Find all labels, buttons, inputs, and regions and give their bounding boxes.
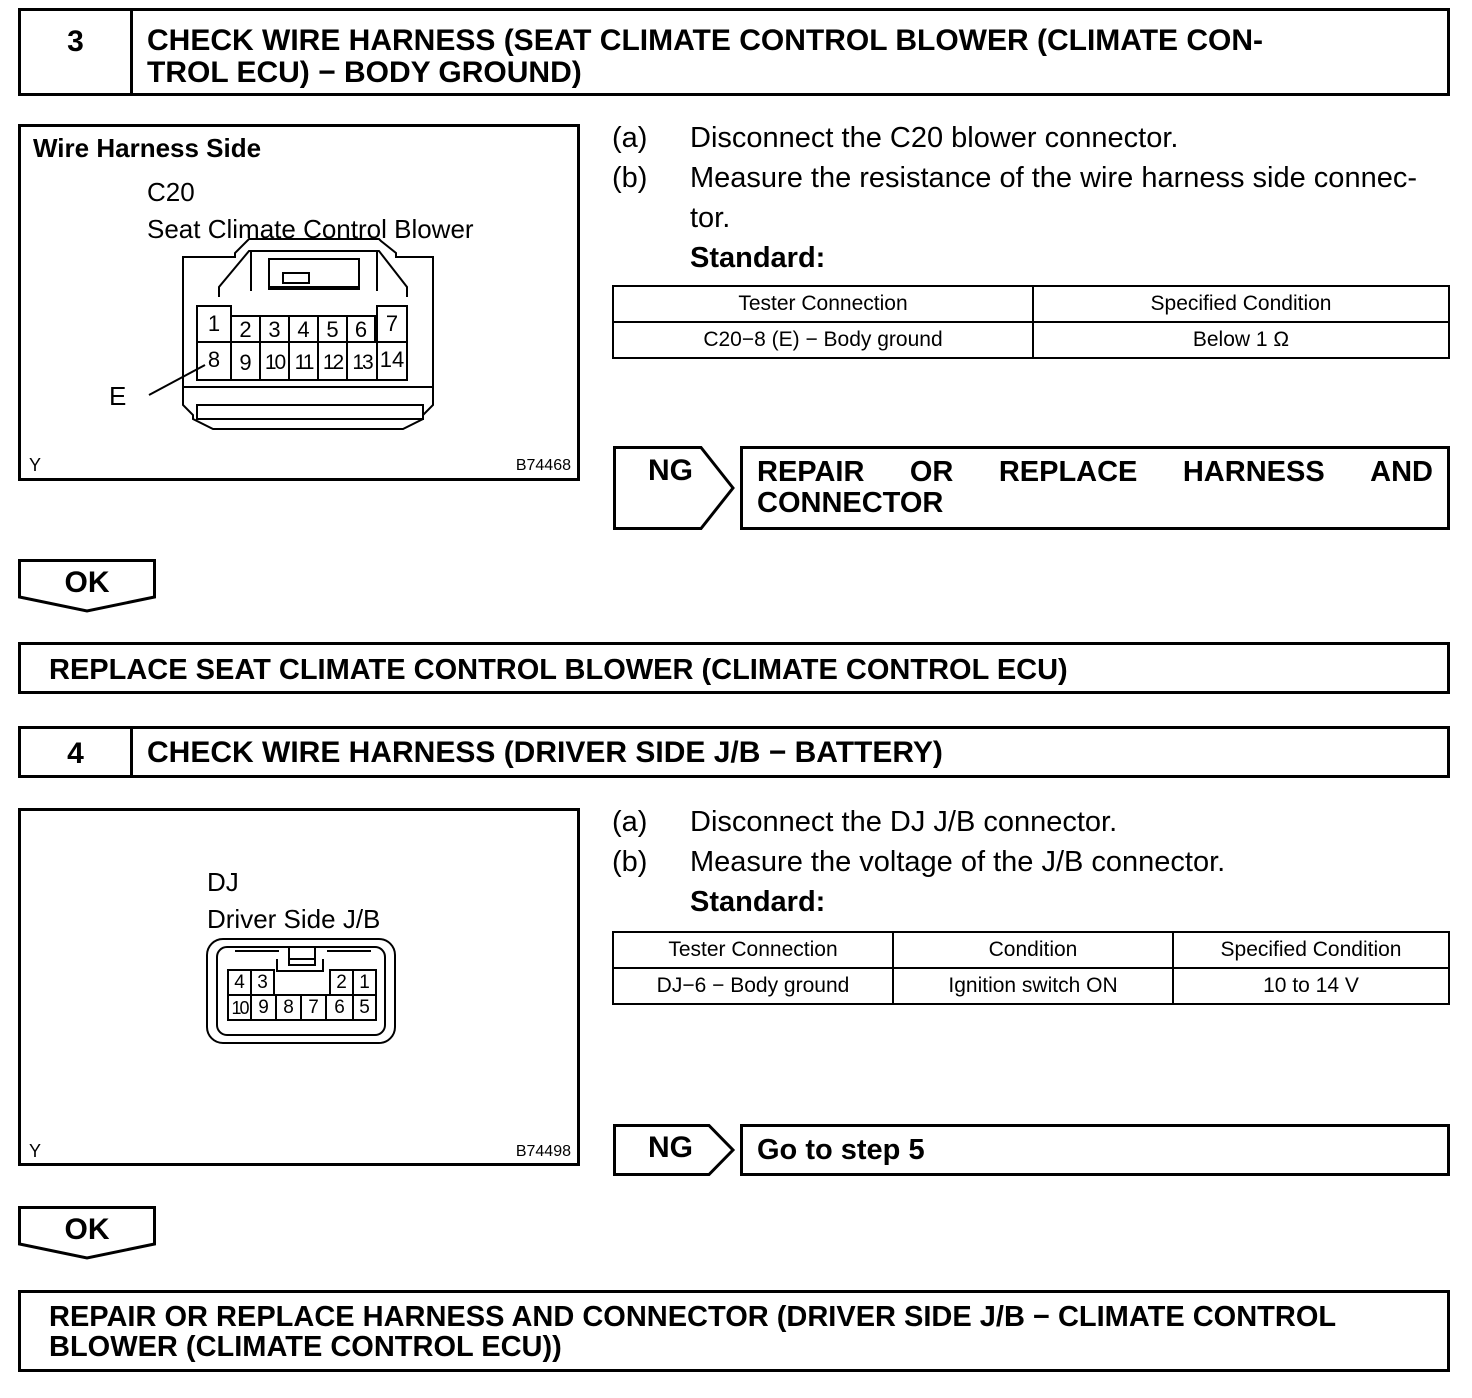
table-cell: Ignition switch ON [893,968,1173,1004]
pin-4: 4 [227,969,252,996]
table-header: Tester Connection [613,286,1033,322]
pin-5: 5 [319,315,348,343]
step3-spec-table [612,285,1450,359]
instruction-a [612,802,1450,842]
pin-2: 2 [232,315,261,343]
step3-title [133,11,1447,93]
callout-label: E [109,381,127,411]
pin-10: 10 [227,994,252,1021]
step3-diagram [18,124,580,481]
corner-left: Y [29,1141,42,1161]
standard-label: Standard: [690,242,826,274]
table-header: Specified Condition [1033,286,1449,322]
table-row [613,968,1449,1004]
step3-title-line2: TROL ECU) − BODY GROUND) [147,56,582,89]
ok-action-line1: REPAIR OR REPLACE HARNESS AND CONNECTOR (DRIVER SIDE J/B − CLIMATE CONTROL [49,1301,1337,1333]
pin-8: 8 [275,994,302,1021]
instruction-label: (b) [612,162,648,194]
diagram-header: Wire Harness Side [33,133,262,163]
ng-action-word: OR [909,456,954,488]
step4-header [18,726,1450,778]
connector-name: Seat Climate Control Blower [147,214,474,244]
ng-action-word: HARNESS [1182,456,1325,488]
step4-ok-action [18,1290,1450,1372]
ng-action-word: REPLACE [998,456,1138,488]
step3-title-line1: CHECK WIRE HARNESS (SEAT CLIMATE CONTROL BLOWER (CLIMATE CON- [147,24,1264,57]
table-header-row [613,286,1449,322]
ok-action-line2: BLOWER (CLIMATE CONTROL ECU)) [49,1331,562,1363]
ng-action-box: Go to step 5 [740,1124,1450,1176]
pin-9: 9 [250,994,277,1021]
connector-id: DJ [207,867,239,897]
step4-number: 4 [21,729,133,775]
step3-header [18,8,1450,96]
instruction-text: Disconnect the DJ J/B connector. [690,806,1118,838]
pin-10: 10 [261,343,290,381]
instruction-b [612,158,1450,238]
step4-title: CHECK WIRE HARNESS (DRIVER SIDE J/B − BATTERY) [147,736,943,769]
step4-instructions [612,802,1450,922]
step3-number: 3 [21,11,133,93]
pin-1: 1 [196,305,232,343]
table-cell: DJ−6 − Body ground [613,968,893,1004]
ng-label: NG [648,454,693,487]
pin-11: 11 [290,343,319,381]
figure-code: B74498 [515,1143,571,1160]
step4-spec-table [612,931,1450,1005]
instruction-text: Measure the voltage of the J/B connector. [690,846,1226,878]
table-header: Specified Condition [1173,932,1449,968]
pin-2: 2 [329,969,354,996]
pin-grid [227,969,377,1023]
instruction-text-line1: Measure the resistance of the wire harness side connec- [690,162,1417,194]
ng-action-box [740,446,1450,530]
ng-action-line1 [757,457,1433,488]
table-cell: C20−8 (E) − Body ground [613,322,1033,358]
ng-action-word: AND [1370,456,1433,488]
table-row [613,322,1449,358]
ng-label: NG [648,1131,693,1164]
standard-label: Standard: [690,886,826,918]
pin-6: 6 [348,315,376,343]
step3-instructions [612,118,1450,278]
pin-7: 7 [376,305,408,343]
instruction-label: (a) [612,122,648,154]
pin-4: 4 [290,315,319,343]
instruction-label: (b) [612,846,648,878]
c20-connector-drawing [21,127,577,478]
pin-13: 13 [348,343,376,381]
instruction-a [612,118,1450,158]
ok-label: OK [64,1213,110,1246]
table-header: Tester Connection [613,932,893,968]
connector-name: Driver Side J/B [207,904,381,934]
pin-grid [196,305,408,383]
pin-8: 8 [196,343,232,381]
pin-3: 3 [250,969,275,996]
table-header: Condition [893,932,1173,968]
corner-left: Y [29,455,42,475]
table-cell: Below 1 Ω [1033,322,1449,358]
ng-action-line2: CONNECTOR [757,487,944,519]
pin-5: 5 [352,994,377,1021]
step3-ok-action: REPLACE SEAT CLIMATE CONTROL BLOWER (CLIMATE CONTROL ECU) [18,642,1450,694]
table-cell: 10 to 14 V [1173,968,1449,1004]
pin-3: 3 [261,315,290,343]
pin-6: 6 [325,994,354,1021]
ng-action-word: REPAIR [757,456,865,488]
pin-12: 12 [319,343,348,381]
instruction-text [690,158,1450,238]
instruction-label: (a) [612,806,648,838]
pin-9: 9 [232,343,261,381]
instruction-b [612,842,1450,882]
figure-code: B74468 [515,457,571,474]
instruction-text: Disconnect the C20 blower connector. [690,122,1179,154]
connector-id: C20 [147,177,195,207]
instruction-text-line2: tor. [690,202,731,234]
step4-diagram [18,808,580,1166]
ok-label: OK [64,566,110,599]
pin-1: 1 [352,969,377,996]
pin-14: 14 [376,343,408,381]
pin-7: 7 [300,994,327,1021]
table-header-row [613,932,1449,968]
